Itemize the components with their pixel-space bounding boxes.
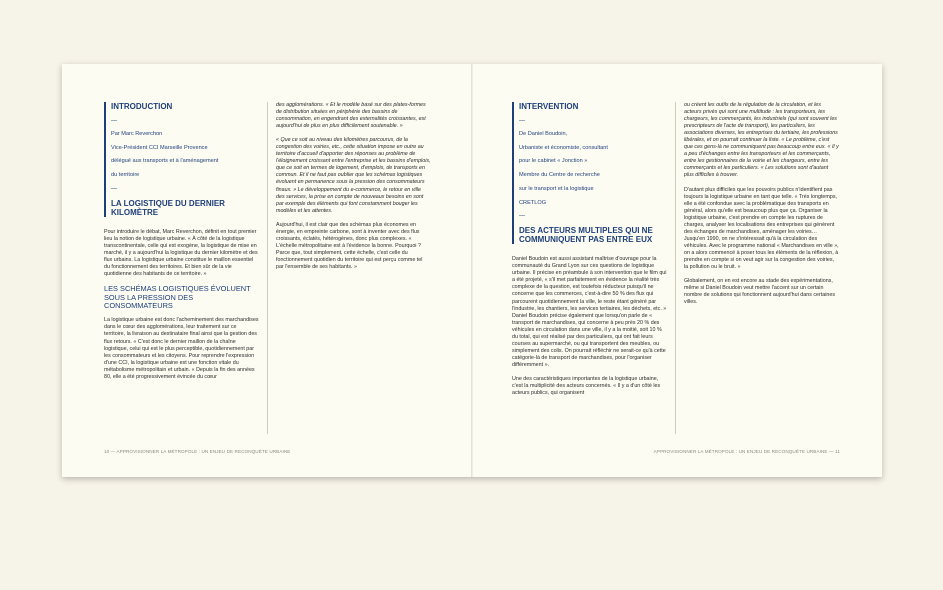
section-title-introduction: INTRODUCTION xyxy=(111,102,173,111)
left-page-footer: 10 — APPROVISIONNER LA MÉTROPOLE : UN ENJEU DE RECONQUÊTE URBAINE xyxy=(104,449,291,454)
subheading-schemas-logistiques: LES SCHÉMAS LOGISTIQUES ÉVOLUENT SOUS LA PRESSION DES CONSOMMATEURS xyxy=(104,284,251,310)
author-line: CRETLOG xyxy=(519,199,547,206)
right-page-column-1 xyxy=(512,102,667,447)
dash-separator: — xyxy=(111,185,117,192)
author-line: délégué aux transports et à l'aménagement xyxy=(111,158,219,165)
body-paragraph: Globalement, on en est encore au stade des expérimentations, même si Daniel Boudoin veut mettre l'accent sur un certain nombre de solutions qui fonctionnent aujourd'hui dans certaines villes. xyxy=(684,278,836,306)
left-page-column-1 xyxy=(104,102,259,447)
author-line: De Daniel Boudoin, xyxy=(519,131,568,137)
heading-dernier-kilometre: LA LOGISTIQUE DU DERNIER KILOMÈTRE xyxy=(111,198,225,217)
body-paragraph: La logistique urbaine est donc l'acheminement des marchandises dans le cœur des agglomérations, leur traitement sur ce territoire, la livraison au destinataire final ainsi que la gestion des flux retours. « C'est donc le dernier maillon de la chaîne logistique, celui qui est le plus perceptible, quotidiennement par les consommateurs et les citoyens. Pour reprendre l'expression d'une CCI, la logistique urbaine est une fonction vitale du métabolisme métropolitain et urbain. « Depuis la fin des années 80, elle a été progressivement évincée du cœur xyxy=(104,317,259,380)
author-line: du territoire xyxy=(111,172,140,179)
body-paragraph: Daniel Boudoin est aussi assistant maîtrise d'ouvrage pour la communauté du Grand Lyon sur ces questions de logistique urbaine. Il précise en préambule à son intervention que le film qui a été projeté, « s'il met parfaitement en évidence la réalité très complexe de la question, est toutefois réducteur puisqu'il ne concerne que les commerces, c'est-à-dire 50 % des flux qui parcourent quotidiennement la ville, le reste étant généré par l'industrie, les chantiers, les services tertiaires, les déchets, etc. » Daniel Boudoin précise également que lorsqu'on parle de « transport de marchandises, qui concerne à peu près 20 % des véhicules en circulation dans une ville, il y a la moitié, soit 10 % du total, qui est réalisé par des particuliers, qui ont fait leurs courses au supermarché, ou qui transportent des meubles, ou simplement des colis. On pourrait réfléchir ne serait-ce qu'à cette catégorie-là de transport de marchandises, pour l'organiser différemment ». xyxy=(512,256,667,368)
author-line: Membre du Centre de recherche xyxy=(519,172,600,179)
right-page-footer: APPROVISIONNER LA MÉTROPOLE : UN ENJEU DE RECONQUÊTE URBAINE — 11 xyxy=(653,449,840,454)
intro-paragraph: Pour introduire le débat, Marc Reverchon, définit en tout premier lieu la notion de logistique urbaine. « À côté de la logistique transcontinentale, celle qui est exogène, la logistique de mise en marché, il y a aujourd'hui la logistique du dernier kilomètre et des flux urbains. La logistique urbaine constitue le maillon essentiel du fonctionnement des territoires. Et bien sûr de la vie quotidienne des habitants de ce territoire. » xyxy=(104,228,258,278)
column-divider xyxy=(675,102,676,434)
body-paragraph: D'autant plus difficiles que les pouvoirs publics n'identifient pas toujours la logistique urbaine en tant que telle. « Très longtemps, elle a été confondue avec la problématique des transports en général, alors qu'elle est beaucoup plus que ça. Organiser la logistique urbaine, c'est prendre en compte les ruptures de charges, analyser les localisations des entreprises qui génèrent des échanges de marchandises, aménager les voiries… Jusqu'en 1990, on ne s'intéressait qu'à la circulation des véhicules. Avec le programme national « Marchandises en ville », on a alors commencé à poser tous les éléments de la réflexion, à prendre en compte si on veut agir sur la congestion des voiries, la pollution ou le bruit. » xyxy=(684,186,839,271)
book-spread xyxy=(62,64,882,477)
heading-acteurs-multiples: DES ACTEURS MULTIPLES QUI NE COMMUNIQUENT PAS ENTRE EUX xyxy=(519,226,653,245)
body-paragraph: Une des caractéristiques importantes de la logistique urbaine, c'est la multiplicité des acteurs concernés. « Il y a d'un côté les acteurs publics, qui organisent xyxy=(512,375,661,397)
right-page-column-2 xyxy=(684,102,839,447)
author-line: sur le transport et la logistique xyxy=(519,185,594,192)
dash-separator: — xyxy=(111,118,117,124)
dash-separator: — xyxy=(519,213,525,220)
author-line: Urbaniste et économiste, consultant xyxy=(519,144,608,151)
author-line: Par Marc Reverchon xyxy=(111,131,163,137)
column-divider xyxy=(267,102,268,434)
body-paragraph: ou créent les outils de la régulation de la circulation, et les acteurs privés qui sont une multitude : les transporteurs, les chargeurs, les commerçants, les industriels (qui sont souvent les prescripteurs de l'acte de transport), les particuliers, les associations diverses, les entreprises du tertiaire, les professions libérales, et on pourrait continuer la liste. « Le problème, c'est que ces gens-là ne communiquent pas beaucoup entre eux. « Il y a peu d'échanges entre les transporteurs et les commerçants, entre les gestionnaires de la voirie et les chargeurs, entre les commerçants et les particuliers. « Les solutions sont d'autant plus difficiles à trouver. xyxy=(684,102,839,179)
body-paragraph: des agglomérations. « Et le modèle basé sur des plates-formes de distribution situées en périphérie des bassins de consommation, en engendrant des externalités croissantes, est aujourd'hui de plus en plus difficilement soutenable. » xyxy=(276,102,426,130)
author-line: Vice-Président CCI Marseille Provence xyxy=(111,144,208,151)
section-title-intervention: INTERVENTION xyxy=(519,102,579,111)
intro-header-block xyxy=(104,102,259,217)
body-paragraph: Aujourd'hui, il est clair que des schémas plus économes en énergie, en empreinte carbone, sont à inventer avec des flux croissants, éclatés, hétérogènes, donc plus complexes. « L'échelle métropolitaine est à l'évidence la bonne. Pourquoi ? Parce que, tout simplement, cette échelle, c'est celle du fonctionnement quotidien du territoire qui est perçu comme tel par l'ensemble de ses habitants. » xyxy=(276,221,423,270)
dash-separator: — xyxy=(519,118,525,124)
left-page-column-2 xyxy=(276,102,431,447)
author-line: pour le cabinet « Jonction » xyxy=(519,158,588,165)
book-gutter xyxy=(471,64,473,477)
body-paragraph: « Que ce soit au niveau des kilomètres parcourus, de la congestion des voiries, etc., cette situation impose en outre au territoire d'accueil d'apporter des réponses au problème de l'éloignement croissant entre l'entreprise et les bassins d'emplois, que ce soit en termes de logement, d'emplois, de transports en commun. Et il ne faut pas oublier que les schémas logistiques évoluent en permanence sous la pression des consommateurs finaux. » Le développement du e-commerce, le retour en ville des services, la prise en compte de nouveaux besoins en sont par exemple des éléments qui font constamment bouger les modèles et les attentes. xyxy=(276,137,431,214)
intervention-header-block xyxy=(512,102,667,244)
